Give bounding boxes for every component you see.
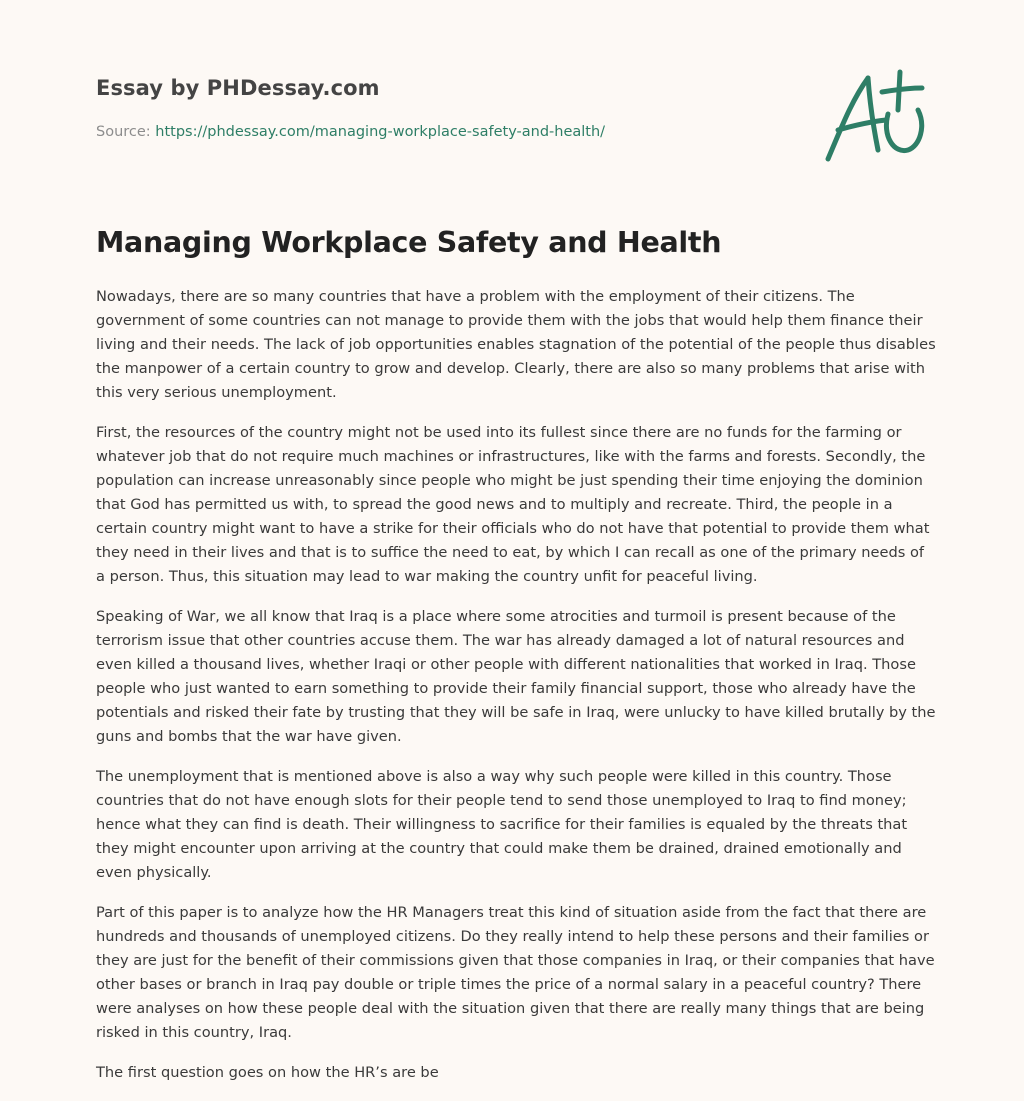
essay-title: Managing Workplace Safety and Health <box>96 226 722 259</box>
essay-paragraph: Part of this paper is to analyze how the HR Managers treat this kind of situation aside from the fact that there are hundreds and thousands of unemployed citizens. Do they really intend to help these persons and their families or they are just for the benefit of their commissions given that those companies in Iraq, or their companies that have other bases or branch in Iraq pay double or triple times the price of a normal salary in a peaceful country? There were analyses on how these people deal with the situation given that there are really many things that are being risked in this country, Iraq. <box>96 904 935 1041</box>
a-plus-logo-icon <box>818 64 930 168</box>
essay-paragraph: First, the resources of the country might not be used into its fullest since there are no funds for the farming or whatever job that do not require much machines or infrastructures, like with the farms and forests. Secondly, the population can increase unreasonably since people who might be just spending their time enjoying the dominion that God has permitted us with, to spread the good news and to multiply and recreate. Third, the people in a certain country might want to have a strike for their officials who do not have that potential to provide them what they need in their lives and that is to suffice the need to eat, by which I can recall as one of the primary needs of a person. Thus, this situation may lead to war making the country unfit for peaceful living. <box>96 424 930 585</box>
essay-paragraph-truncated: The first question goes on how the HR’s are be <box>96 1064 439 1081</box>
source-label: Source: <box>96 124 156 140</box>
essay-paragraph: The unemployment that is mentioned above is also a way why such people were killed in this country. Those countries that do not have enough slots for their people tend to send those unemployed to Iraq to find money; hence what they can find is death. Their willingness to sacrifice for their families is equaled by the threats that they might encounter upon arriving at the country that could make them be drained, drained emotionally and even physically. <box>96 768 908 881</box>
essay-paragraph: Nowadays, there are so many countries that have a problem with the employment of their citizens. The government of some countries can not manage to provide them with the jobs that would help them finance their living and their needs. The lack of job opportunities enables stagnation of the potential of the people thus disables the manpower of a certain country to grow and develop. Clearly, there are also so many problems that arise with this very serious unemployment. <box>96 288 936 401</box>
essay-body <box>96 285 936 1101</box>
site-title: Essay by PHDessay.com <box>96 76 380 100</box>
source-link[interactable]: https://phdessay.com/managing-workplace-safety-and-health/ <box>155 124 606 140</box>
essay-paragraph: Speaking of War, we all know that Iraq is a place where some atrocities and turmoil is present because of the terrorism issue that other countries accuse them. The war has already damaged a lot of natural resources and even killed a thousand lives, whether Iraqi or other people with different nationalities that worked in Iraq. Those people who just wanted to earn something to provide their family financial support, those who already have the potentials and risked their fate by trusting that they will be safe in Iraq, were unlucky to have killed brutally by the guns and bombs that the war have given. <box>96 608 936 745</box>
source-line <box>96 124 605 140</box>
